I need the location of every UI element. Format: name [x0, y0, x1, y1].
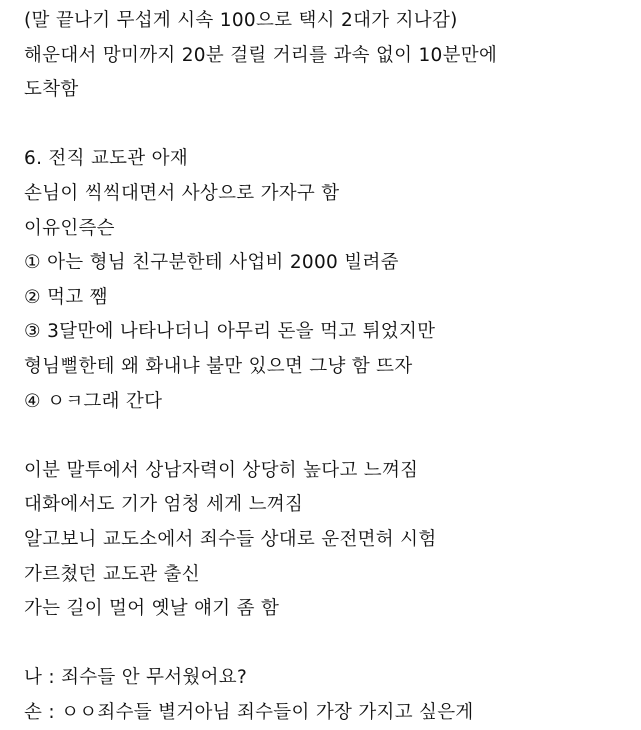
text-line: 가르쳤던 교도관 출신: [24, 563, 200, 585]
paragraph-4: [24, 661, 624, 730]
document-body: [24, 4, 624, 730]
list-item: ③ 3달만에 나타나더니 아무리 돈을 먹고 튀었지만: [24, 321, 436, 343]
text-line: 형님뻘한테 왜 화내냐 불만 있으면 그냥 함 뜨자: [24, 355, 413, 377]
text-line: 가는 길이 멀어 옛날 얘기 좀 함: [24, 598, 280, 620]
section-heading: 6. 전직 교도관 아재: [24, 148, 188, 170]
text-line: 해운대서 망미까지 20분 걸릴 거리를 과속 없이 10분만에: [24, 44, 498, 66]
paragraph-spacer: [24, 627, 624, 662]
paragraph-2: [24, 142, 624, 419]
list-item: ① 아는 형님 친구분한테 사업비 2000 빌려줌: [24, 252, 399, 274]
list-item: ④ ㅇㅋ그래 간다: [24, 390, 163, 412]
list-item: ② 먹고 쨈: [24, 286, 108, 308]
text-line: 이유인즉슨: [24, 217, 115, 239]
paragraph-spacer: [24, 419, 624, 454]
paragraph-1: [24, 4, 624, 108]
text-line: 손님이 씩씩대면서 사상으로 가자구 함: [24, 182, 340, 204]
text-line: 알고보니 교도소에서 죄수들 상대로 운전면허 시험: [24, 528, 437, 550]
dialogue-line: 손 : ㅇㅇ죄수들 별거아님 죄수들이 가장 가지고 싶은게: [24, 701, 474, 723]
text-line: 도착함: [24, 79, 79, 101]
text-line: (말 끝나기 무섭게 시속 100으로 택시 2대가 지나감): [24, 10, 458, 31]
paragraph-spacer: [24, 108, 624, 143]
dialogue-line: 나 : 죄수들 안 무서웠어요?: [24, 667, 248, 689]
text-line: 대화에서도 기가 엄청 세게 느껴짐: [24, 494, 304, 516]
paragraph-3: [24, 454, 624, 627]
text-line: 이분 말투에서 상남자력이 상당히 높다고 느껴짐: [24, 459, 419, 481]
